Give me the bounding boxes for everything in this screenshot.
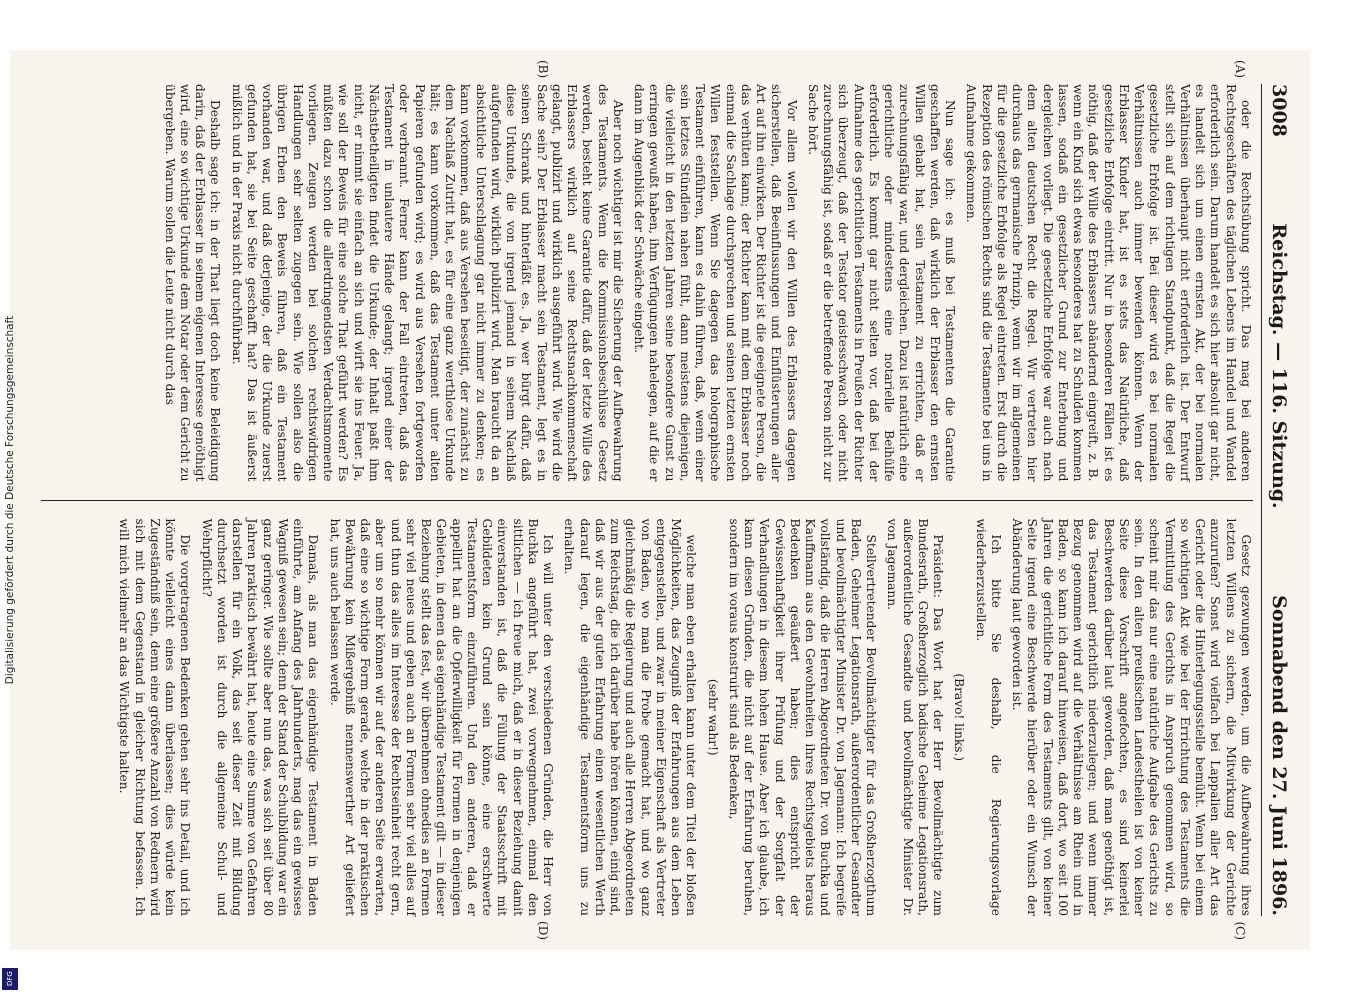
speaker-paragraph: Stellvertretender Bevollmächtigter für das Großherzogthum Baden, Geheimer Legationsrath, außerordentlicher Gesandter und bevollmächtigter Minister Dr. von Jagemann: Ich begreife vollständig, daß die Herren Abgeordneten Dr. von Buchka und Kauffmann aus den Gewohnheiten ihres Rechtsgebiets heraus Bedenken geäußert haben; dies entspricht der Gewissenhaftigkeit ihrer Prüfung und der Sorgfalt der Verhandlungen in diesem hohen Hause. Aber ich glaube, ich kann diesen Gründen, die nicht auf der Erfahrung beruhen, sondern im voraus konstruirt sind als Bedenken, bbox=[727, 518, 879, 916]
paragraph: Gesetz gezwungen werden, um die Aufbewahrung ihres letzten Willens zu sichern, die Mitwirkung der Gerichte anzurufen? Sonst wird vielfach bei Lappalien aller Art das Gericht oder die Hinterlegungsstelle bemüht. Wenn bei einem so wichtigen Akt wie bei der Errichtung des Testaments die Vermittlung des Gerichts in Anspruch genommen wird, so scheint mir das nur eine natürliche Aufgabe des Gerichts zu sein. In den alten preußischen Landestheilen ist von keiner Seite diese Vorschrift angefochten, es sind keinerlei Beschwerden darüber laut geworden, daß man genöthigt ist, das Testament gerichtlich niederzulegen; und wenn immer Bezug genommen wird auf die Verhältnisse am Rhein und in Baden, so kann ich darauf hinweisen, daß dort, wo seit 100 Jahren die gerichtliche Form des Testaments gilt, von keiner Seite irgend eine Beschwerde hierüber oder ein Wunsch der Abänderung laut geworden ist. bbox=[1010, 518, 1253, 916]
paragraph: Deshalb sage ich: in der That liegt doch keine Beleidigung darin, daß der Erblasser in seinem eigenen Interesse genöthigt wird, eine so wichtige Urkunde dem Notar oder dem Gericht zu übergeben. Warum sollen die Leute nicht durch das bbox=[162, 84, 223, 482]
credit-text: Digitalisierung gefördert durch die Deutsche Forschungsgemeinschaft bbox=[4, 315, 16, 685]
paragraph: welche man eben erhalten kann unter dem Titel der bloßen Möglichkeiten, das Zeugniß der Erfahrungen aus dem Leben entgegenstellen, und zwar in meiner Eigenschaft als Vertreter von Baden, wo man die Probe gemacht hat, und wo ganz gleichmäßig die Regierung und auch alle Herren Abgeordneten zum Reichstag, die ich darüber habe hören können, einig sind, daß wir aus der guten Erfahrung einen wesentlichen Werth darauf legen, die eigenhändige Testamentsform uns zu erhalten. bbox=[562, 518, 699, 916]
paragraph: Aber noch wichtiger ist mir die Sicherung der Aufbewahrung des Testaments. Wenn die Kommissionsbeschlüsse Gesetz werden, besteht keine Garantie dafür, daß der letzte Wille des Erblassers wirklich auf seine Rechtsnachkommenschaft gelangt, publizirt und wirklich ausgeführt wird. Wie wird die Sache sein? Der Erblasser macht sein Testament, legt es in seinen Schrank und hinterläßt es. Ja, wer bürgt dafür, daß diese Urkunde, die von irgend jemand in seinem Nachlaß aufgefunden wird, wirklich publizirt wird. Man braucht da an absichtliche Unterschlagung gar nicht immer zu denken; es kann vorkommen, daß aus Versehen beseitigt, der zunächst zu dem Nachlaß Zutritt hat, es für eine ganz werthlose Urkunde hält; es kann vorkommen, daß das Testament unter alten Papieren gefunden wird; es wird aus Versehen fortgeworfen oder verbrannt. Ferner kann der Fall eintreten, daß das Testament in unlautere Hände gelangt; irgend einer der Nächstbetheiligten findet die Urkunde; der Inhalt paßt ihm nicht, er nimmt sie einfach an sich und wirft sie ins Feuer. Ja, wie soll der Beweis für eine solche That geführt werden? Es müßten dazu schon die allerdringendsten Verdachtsmomente vorliegen. Zeugen werden bei solchen rechtswidrigen Handlungen sehr selten zugegen sein. Wie sollen also die übrigen Erben den Beweis führen, daß ein Testament vorhanden war, und daß derjenige, der die Urkunde zuerst gefunden hat, sie bei Seite geschafft hat? Das ist äußerst mißlich und in der Praxis nicht durchführbar. bbox=[229, 84, 625, 482]
paragraph: Damals, als man das eigenhändige Testament in Baden einführte, am Anfang des Jahrhunderts, mag das ein gewisses Wagniß gewesen sein; denn der Stand der Schulbildung war ein ganz geringer. Wie sollte aber nun das, was sich seit über 80 Jahren praktisch bewährt hat, heute eine Summe von Gefahren darstellen für ein Volk, das seit dieser Zeit mit Bildung durchsetzt worden ist durch die allgemeine Schul- und Wehrpflicht? bbox=[199, 518, 321, 916]
page-rotation-frame bbox=[10, 50, 1310, 950]
margin-marker-c: (C) bbox=[1233, 921, 1247, 940]
paragraph: Vor allem wollen wir den Willen des Erblassers dagegen sicherstellen, daß Beeinflussungen und Einflüsterungen aller Art auf ihn einwirken. Der Richter ist die geeignete Person, die das verhüten kann; der Richter kann mit dem Erblasser noch einmal die Sachlage durchsprechen und seinen letzten ernsten Willen feststellen. Wenn Sie dagegen das holographische Testament einführen, kann es dahin führen, daß, wenn einer sein letztes Stündlein nahen fühlt, dann meistens diejenigen, die vielleicht in den letzten Jahren seine besondere Gunst zu erringen gewußt haben, ihm Verfügungen nahelegen, auf die er dann im Augenblick der Schwäche eingeht. bbox=[632, 84, 799, 482]
paragraph: Ich will unter den verschiedenen Gründen, die Herr von Buchka angeführt hat, zwei vorwegnehmen, einmal den sittlichen — ich freue mich, daß er in dieser Beziehung damit einverstanden ist, daß die Füllung der Staatsschrift mit Gebildeten kein Grund sein könne, eine erschwerte Testamentsform einzuführen. Und den anderen, daß er appellirt hat an die Opferwilligkeit für Formen in denjenigen Gebieten, in denen das eigenhändige Testament gilt — in dieser Beziehung stellt das fest, wir übernehmen ohnedies an Formen sehr viel neues und geben auch an Formen sehr viel alles auf und thun das alles im Interesse der Rechtseinheit recht gern, aber um so mehr können wir auf der anderen Seite erwarten, daß eine so wichtige Form gerade, welche in der praktischen Bewährung kein Mißergebniß nennenswerther Art geliefert hat, uns auch belassen werde. bbox=[327, 518, 556, 916]
page-number: 3008 bbox=[1268, 84, 1290, 137]
margin-marker-b: (B) bbox=[536, 60, 551, 79]
page-header bbox=[1261, 84, 1290, 916]
paragraph: Nun sage ich: es muß bei Testamenten die Garantie geschaffen werden, daß wirklich der Erblasser den ernsten Willen gehabt hat, sein Testament zu errichten, daß er zurechnungsfähig war, und dergleichen. Dazu ist natürlich eine gerichtliche oder mindestens eine notarielle Beihülfe erforderlich. Es kommt gar nicht selten vor, daß bei der Aufnahme des gerichtlichen Testaments in Preußen der Richter sich überzeugt, daß der Testator geistesschwach oder nicht zurechnungsfähig ist, sodaß er die betreffende Person nicht zur Sache hört. bbox=[806, 84, 958, 482]
paragraph: Ich bitte Sie deshalb, die Regierungsvorlage wiederherzustellen. bbox=[973, 518, 1003, 916]
interjection: (Bravo! links.) bbox=[952, 673, 967, 762]
scanned-page bbox=[10, 50, 1310, 950]
page-content bbox=[10, 50, 1310, 950]
column-divider bbox=[41, 500, 1253, 501]
digitization-credit bbox=[0, 0, 20, 1000]
interjection: (sehr wahr!) bbox=[705, 678, 720, 756]
page-running-title: Reichstag. — 116. Sitzung. bbox=[1268, 223, 1290, 509]
dfg-logo: DFG bbox=[2, 968, 18, 990]
margin-marker-d: (D) bbox=[536, 921, 551, 940]
paragraph: oder die Rechtsübung spricht. Das mag bei anderen Rechtsgeschäften des täglichen Lebens im Handel und Wandel erforderlich sein. Darum handelt es sich hier absolut gar nicht, es handelt sich um einen ernsten Akt, der bei normalen Verhältnissen überhaupt nicht erforderlich ist. Der Entwurf stellt sich auf dem richtigen Standpunkt, daß die Regel die gesetzliche Erbfolge ist. Bei dieser wird es bei normalen Verhältnissen auch immer bewenden können. Wenn der Erblasser Kinder hat, ist es stets das Natürliche, daß gesetzliche Erbfolge eintritt. Nur in besonderen Fällen ist es nöthig, daß der Wille des Erblassers abändernd eingreift, z. B. wenn ein Kind sich etwas besonderes hat zu Schulden kommen lassen, sodaß ein gesetzlicher Grund zur Enterbung und dergleichen vorliegt. Die gesetzliche Erbfolge war auch nach dem alten deutschen Recht die Regel. Wir vertreten hier durchaus das germanische Prinzip, wenn wir im allgemeinen für die gesetzliche Erbfolge als Regel eintreten. Erst durch die Rezeption des römischen Rechts sind die Testamente bei uns in Aufnahme gekommen. bbox=[964, 84, 1253, 482]
speaker-paragraph: Präsident: Das Wort hat der Herr Bevollmächtigte zum Bundesrath, Großherzoglich badische Geheime Legationsrath, außerordentliche Gesandte und bevollmächtigte Minister Dr. von Jagemann. bbox=[885, 518, 946, 916]
margin-marker-a: (A) bbox=[1233, 60, 1247, 79]
text-columns bbox=[41, 60, 1253, 940]
paragraph: Die vorgetragenen Bedenken gehen sehr ins Detail, und ich könnte vielleicht eines dann überlassen; dies würde kein Zugeständniß sein, denn eine größere Anzahl von Rednern wird sich mit dem Gegenstand in gleicher Richtung befassen. Ich will mich vielmehr an das Wichtigste halten. bbox=[117, 518, 193, 916]
page-date: Sonnabend den 27. Juni 1896. bbox=[1268, 595, 1290, 916]
left-column bbox=[41, 60, 1253, 482]
right-column bbox=[41, 518, 1253, 940]
